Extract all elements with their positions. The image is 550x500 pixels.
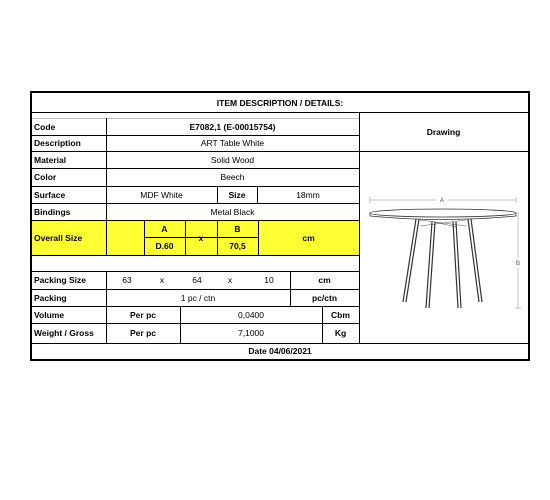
- weight-unit: Kg: [334, 328, 347, 338]
- size-value: 18mm: [296, 189, 320, 200]
- packing-label: Packing: [34, 292, 67, 303]
- dim-b-label: B: [234, 223, 241, 234]
- packing-size-v2: 64: [192, 275, 202, 285]
- overall-unit: cm: [302, 232, 315, 243]
- surface-value: MDF White: [140, 189, 183, 200]
- dim-a-label: A: [161, 223, 168, 234]
- size-label: Size: [228, 189, 246, 200]
- volume-unit: Cbm: [331, 309, 350, 320]
- surface-label: Surface: [34, 189, 66, 200]
- dimension-a: [370, 197, 516, 204]
- material-value: Solid Wood: [210, 154, 255, 165]
- packing-size-x1: x: [159, 275, 165, 285]
- bindings-value: Metal Black: [210, 206, 255, 217]
- packing-unit: pc/ctn: [311, 292, 338, 303]
- table-legs: [403, 219, 482, 308]
- packing-size-label: Packing Size: [34, 275, 86, 285]
- bindings-label: Bindings: [34, 206, 71, 217]
- color-value: Beech: [220, 172, 245, 182]
- packing-value: 1 pc / ctn: [180, 292, 216, 303]
- dim-b-value: 70,5: [229, 241, 246, 251]
- drawing-label: Drawing: [426, 126, 461, 137]
- table-drawing: [358, 190, 526, 310]
- description-label: Description: [34, 138, 81, 148]
- table-top: [370, 209, 516, 217]
- dimension-b-label: B: [515, 261, 521, 267]
- packing-size-unit: cm: [318, 275, 331, 285]
- weight-per: Per pc: [130, 328, 156, 338]
- rule: [32, 255, 359, 256]
- weight-label: Weight / Gross: [34, 328, 94, 338]
- description-value: ART Table White: [200, 138, 265, 148]
- date-label: Date 04/06/2021: [248, 346, 312, 356]
- code-label: Code: [34, 121, 56, 132]
- volume-per: Per pc: [130, 309, 156, 320]
- dimension-a-label: A: [439, 198, 445, 204]
- packing-size-v3: 10: [264, 275, 274, 285]
- overall-size-label: Overall Size: [34, 232, 83, 243]
- material-label: Material: [34, 154, 67, 165]
- volume-value: 0,0400: [238, 309, 264, 320]
- dimension-b: [515, 212, 521, 308]
- packing-size-x2: x: [227, 275, 233, 285]
- color-label: Color: [34, 172, 57, 182]
- dim-a-value: D.60: [155, 241, 174, 251]
- leg-braces: [420, 220, 466, 227]
- code-value: E7082,1 (E-00015754): [189, 121, 276, 132]
- sheet-title: ITEM DESCRIPTION / DETAILS:: [216, 97, 344, 108]
- packing-size-v1: 63: [122, 275, 132, 285]
- weight-value: 7,1000: [238, 328, 264, 338]
- dim-separator: x: [198, 232, 204, 243]
- volume-label: Volume: [34, 309, 65, 320]
